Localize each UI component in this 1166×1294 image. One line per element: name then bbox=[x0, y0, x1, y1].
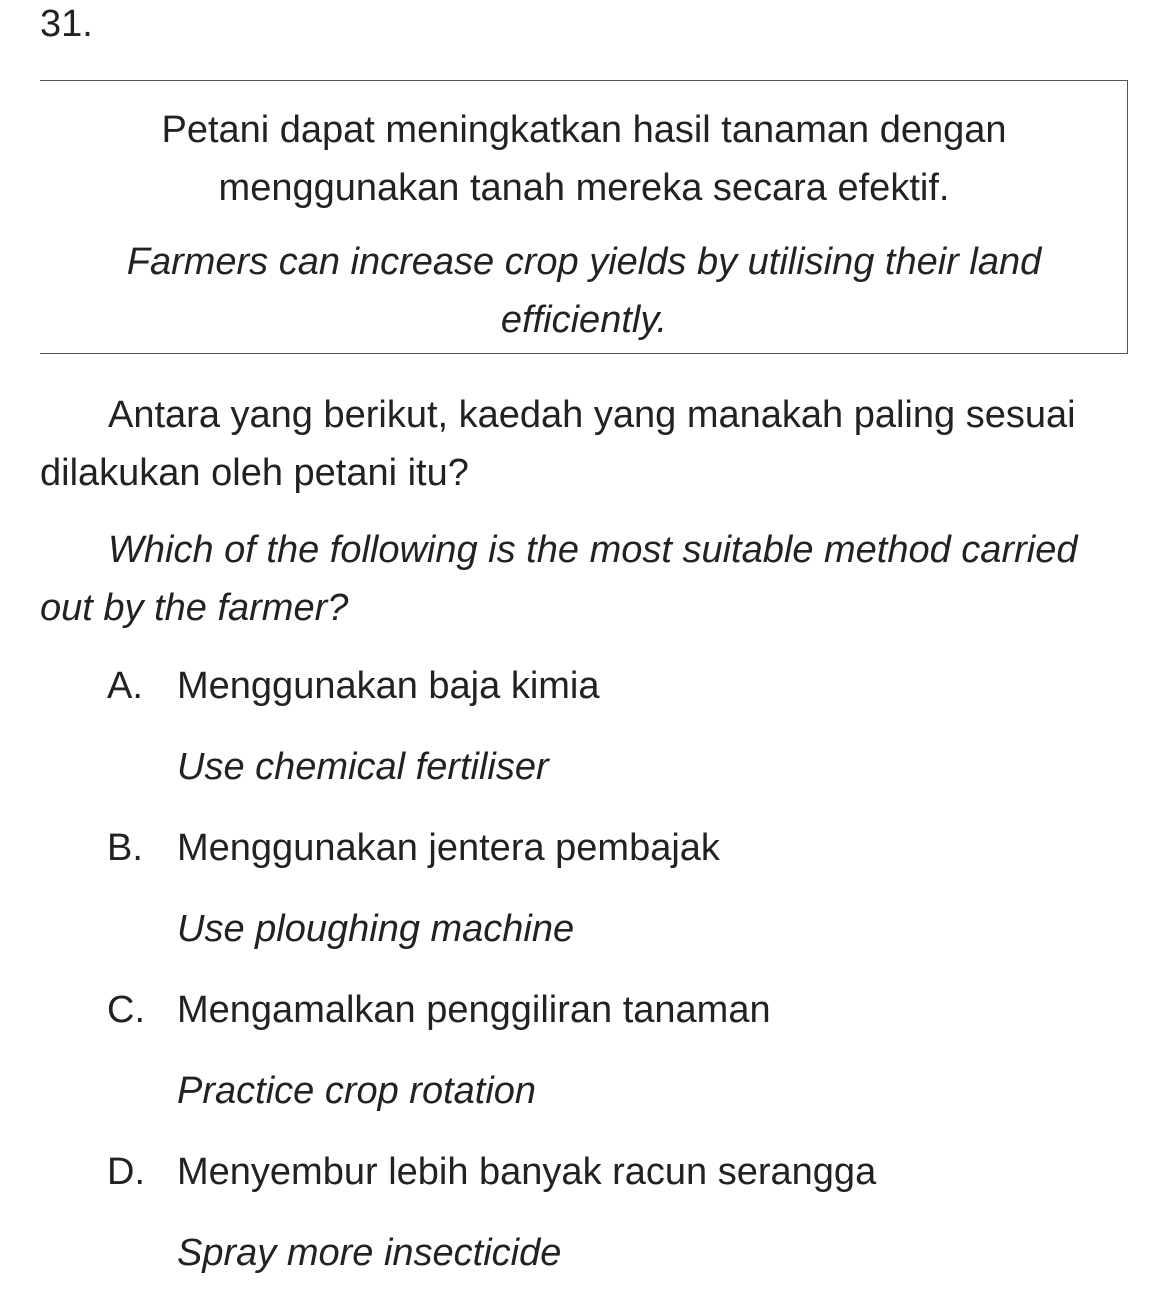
option-a-english: Use chemical fertiliser bbox=[177, 746, 549, 788]
question-english: Which of the following is the most suitable method carried out by the farmer? bbox=[40, 529, 1078, 629]
option-d-english: Spray more insecticide bbox=[177, 1232, 562, 1274]
option-c-letter: C. bbox=[107, 989, 145, 1031]
option-d-letter: D. bbox=[107, 1151, 145, 1193]
stimulus-box bbox=[40, 80, 1128, 354]
stimulus-english: Farmers can increase crop yields by utilising their land efficiently. bbox=[126, 241, 1042, 341]
stimulus-malay: Petani dapat meningkatkan hasil tanaman dengan menggunakan tanah mereka secara efektif. bbox=[161, 109, 1007, 209]
option-a-letter: A. bbox=[107, 665, 143, 707]
option-c-english: Practice crop rotation bbox=[177, 1070, 537, 1112]
question-number: 31. bbox=[40, 3, 93, 45]
option-b-english: Use ploughing machine bbox=[177, 908, 575, 950]
option-b-malay: Menggunakan jentera pembajak bbox=[177, 827, 720, 869]
option-d-malay: Menyembur lebih banyak racun serangga bbox=[177, 1151, 877, 1193]
option-c-malay: Mengamalkan penggiliran tanaman bbox=[177, 989, 771, 1031]
option-a-malay: Menggunakan baja kimia bbox=[177, 665, 600, 707]
option-b-letter: B. bbox=[107, 827, 143, 869]
question-malay: Antara yang berikut, kaedah yang manakah paling sesuai dilakukan oleh petani itu? bbox=[40, 394, 1076, 494]
